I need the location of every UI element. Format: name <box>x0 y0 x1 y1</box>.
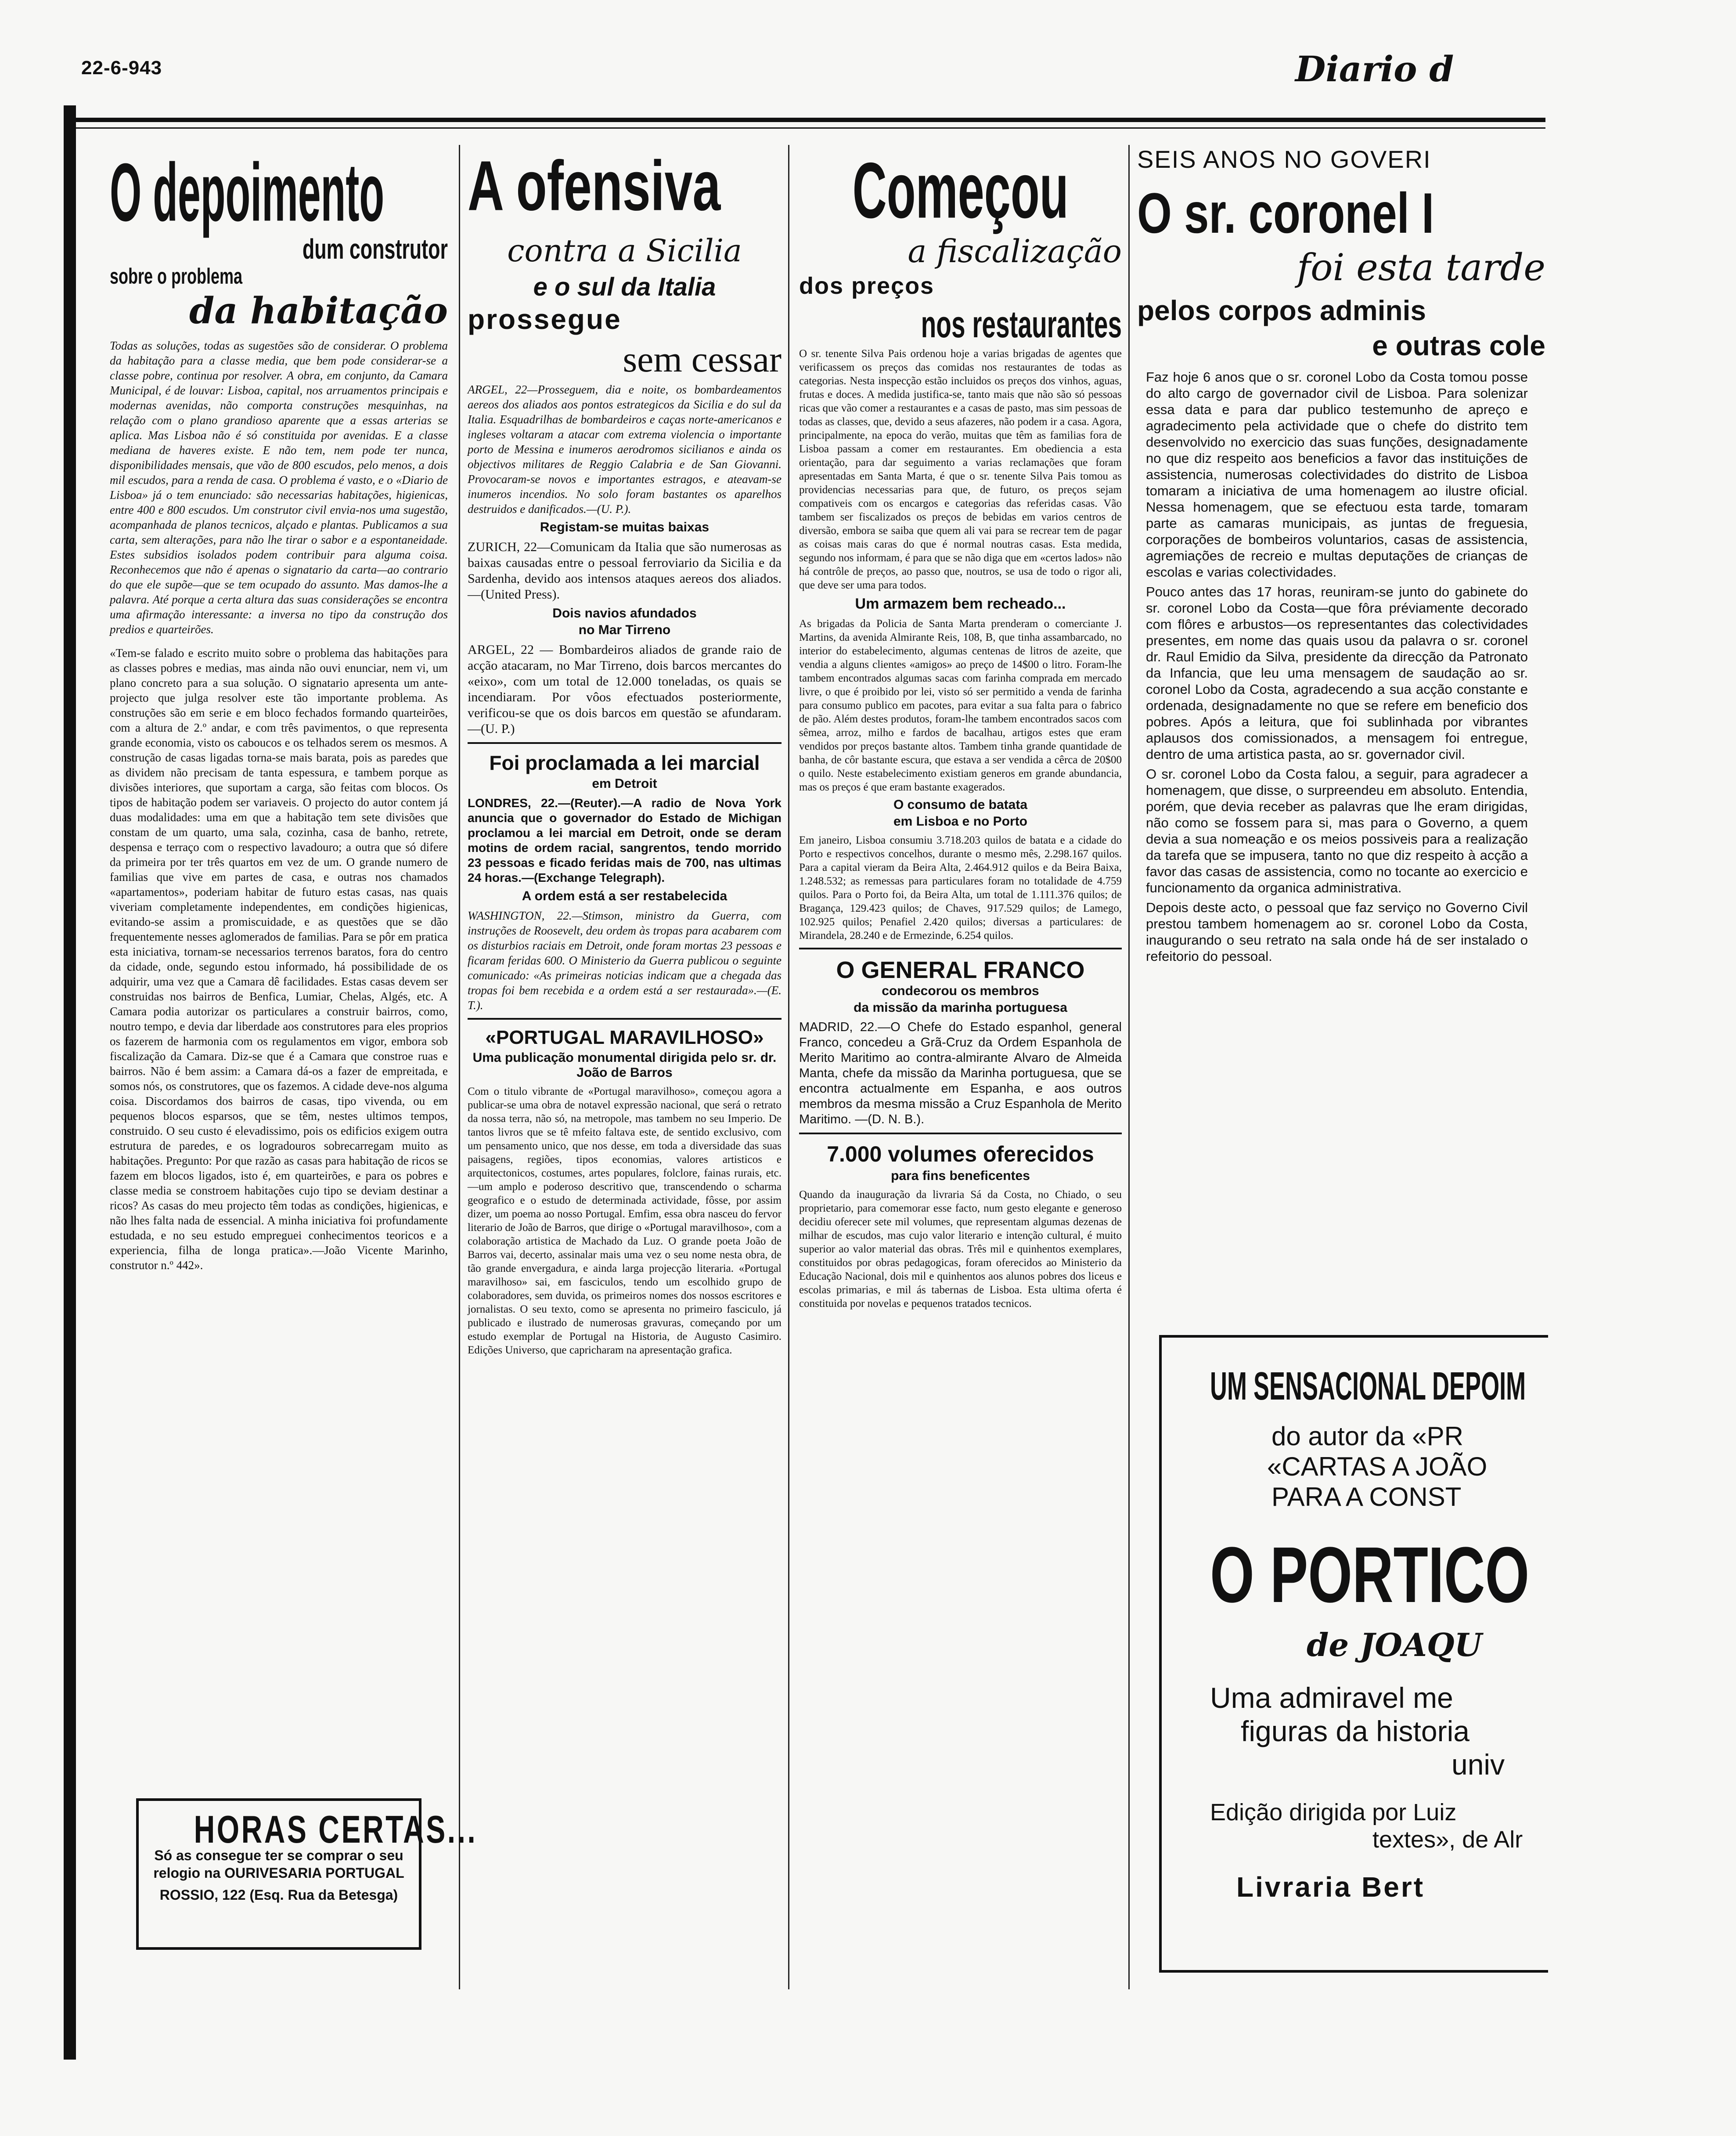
ad-author: de JOAQU <box>1307 1626 1482 1663</box>
subhead: da missão da marinha portuguesa <box>854 1000 1067 1015</box>
subhead: O consumo de batata <box>893 797 1028 812</box>
section-headline: Foi proclamada a lei marcial <box>489 751 760 774</box>
headline: Começou <box>852 146 1069 235</box>
article-lead: ARGEL, 22—Prosseguem, dia e noite, os bombardeamentos aereos dos aliados aos pontos estrategicos da Sicilia e do sul da Italia. Esquadrilhas de bombardeiros e caças norte-americanos e ingleses voltaram a atacar com extrema violencia o importante porto de Messina e inumeros aerodromos sicilianos e ainda os objectivos militares de Reggio Calabria e de San Giovanni. Provocaram-se novos e importantes estragos, e ateavam-se inumeros incendios. No solo foram bastantes os aparelhos destruidos e danificados.—(U. P.). <box>468 383 782 516</box>
ad-desc: univ <box>1451 1748 1505 1781</box>
article-governador <box>1137 145 1545 1313</box>
headline: O sr. coronel I <box>1137 181 1434 245</box>
deck: da habitação <box>189 290 448 332</box>
top-rule-thin <box>64 127 1545 129</box>
section-rule <box>799 1133 1122 1134</box>
ad-desc: Uma admiravel me <box>1210 1681 1453 1714</box>
ad-line: do autor da «PR <box>1271 1422 1463 1451</box>
ad-address: ROSSIO, 122 (Esq. Rua da Betesga) <box>159 1887 398 1903</box>
deck: e o sul da Italia <box>533 273 716 301</box>
top-rule <box>64 118 1545 122</box>
article-paragraph: Em janeiro, Lisboa consumiu 3.718.203 quilos de batata e a cidade do Porto e respectivos concelhos, durante o mesmo mês, 2.298.167 quilos. Para a capital vieram da Beira Alta, 2.464.912 quilos e da Beira Baixa, 1.248.532; as remessas para particulares foram no totalidade de 4.759 quilos. Para o Porto foi, da Beira Alta, um total de 1.111.376 quilos; de Bragança, 129.423 quilos; de Chaves, 917.529 quilos; de Lamego, 102.925 quilos; Penafiel 2.420 quilos; diversas a particulares: de Mirandela, 28.240 e de Ermezinde, 6.254 quilos. <box>799 834 1122 942</box>
ad-line: PARA A CONST <box>1271 1482 1462 1512</box>
article-body: «Tem-se falado e escrito muito sobre o problema das habitações para as classes pobres e medias, mas ainda não ouvi enunciar, nem vi, um plano concreto para a sua solução. O signatario apresenta um ante-projecto que julga resolver este tão importante problema. As construções são em serie e em bloco fechados formando quarteirões, com a altura de 2.º andar, e com três pavimentos, o que representa grande economia, visto os caboucos e os telhados serem os mesmos. A construção de casas ligadas torna-se mais barata, pois as paredes que as dividem não precisam de tanta espessura, e tambem porque as divisões interiores, que suportam a carga, são feitas com blocos. Os tipos de habitação podem ser variaveis. O projecto do autor contem já duas modalidades: uma em que a habitação tem sete divisões que constam de um quarto, uma sala, cozinha, casa de banho, retrete, despensa e terraço com o respectivo lavadouro; a outra que só difere da primeira por ter três quartos em vez de um. O grande numero de familias que vive em partes de casa, e outras nos chamados «apartamentos», poderiam habitar de futuro estas casas, nas quais viveriam completamente independentes, em condições higienicas, evitando-se assim a promiscuidade, e as questões que se dão frequentemente nesses aglomerados de familias. Para se pôr em pratica esta iniciativa, tornam-se necessarios terrenos baratos, fora do centro da cidade, onde, segundo estou informado, há possibilidade de os adquirir, uma vez que a Camara dê facilidades. Estas casas devem ser construidas nos bairros de Benfica, Lumiar, Chelas, Algés, etc. A Camara podia autorizar os particulares a construir bairros, como, noutro tempo, e devia dar liberdade aos construtores para eles proprios os fazerem de harmonia com os regulamentos em vigor, embora sob fiscalização da Camara. Diz-se que é a Camara que constroe ruas e bairros. Não é bem assim: a Camara dá-os a fazer de empreitada, e somos nós, os construtores, que os fazemos. A cidade deve-nos alguma coisa. Discordamos dos bairros de casas, tipo vivenda, ou em pequenos blocos esparsos, que se têm, nestes ultimos tempos, construido. O seu custo é elevadissimo, pois os edificios exigem outra estrutura de paredes, e os logradouros sobrecarregam muito as habitações. Pregunto: Por que razão as casas para habitação de ricos se fazem em blocos ligados, isto é, em quarteirões, e para os pobres e classe media se constroem habitações cujo tipo se deviam destinar a ricos? As casas do meu projecto têm todas as condições, higienicas, e não lhes falta nada de essencial. A minha iniciativa foi profundamente estudada, e no seu estudo empreguei conhecimentos teoricos e a experiencia, filha de longa pratica».—João Vicente Marinho, construtor n.º 442». <box>110 646 448 1272</box>
article-ofensiva <box>468 145 782 1963</box>
ad-desc: figuras da historia <box>1241 1715 1469 1747</box>
article-paragraph: Com o titulo vibrante de «Portugal maravilhoso», começou agora a publicar-se uma obra de notavel expressão nacional, que será o retrato da nossa terra, não só, na metropole, mas tambem no seu Imperio. De tantos livros que se tê mfeito faltava este, de sentido exclusivo, com um pensamento unico, que nos desse, em toda a diversidade das suas paisagens, regiões, tipos economias, valores artisticos e arquitectonicos, costumes, artes populares, folclore, fainas rurais, etc.—um amplo e poderoso descritivo que, transcendendo o scharma geografico e o estudo de determinada actividade, fôsse, por assim dizer, um poema ao nosso Portugal. Emfim, essa obra nasceu do fervor literario de João de Barros, que dirige o «Portugal maravilhoso», com a colaboração artistica de Machado da Luz. O grande poeta João de Barros vai, decerto, assinalar mais uma vez o seu nome nesta obra, de tão grande envergadura, e ainda larga projecção literaria. «Portugal maravilhoso» sai, em fasciculos, tendo um escolhido grupo de colaboradores, sem duvida, os primeiros nomes dos nossos escritores e jornalistas. O seu texto, como se apresenta no primeiro fasciculo, já publicado e ilustrado de numerosas gravuras, começando por um estudo exemplar de Portugal na Historia, de Augusto Casimiro. Edições Universo, que capricharam na apresentação grafica. <box>468 1086 782 1356</box>
article-paragraph: ZURICH, 22—Comunicam da Italia que são numerosas as baixas causadas entre o pessoal ferroviario da Sicilia e da Sardenha, devido aos intensos ataques aereos dos aliados. —(United Press). <box>468 540 782 602</box>
ad-publisher: Livraria Bert <box>1236 1871 1425 1903</box>
subhead: Dois navios afundados <box>552 606 697 621</box>
section-rule <box>468 742 782 744</box>
deck: e outras cole <box>1372 330 1545 361</box>
ad-top: UM SENSACIONAL DEPOIM <box>1210 1364 1526 1408</box>
article-paragraph: LONDRES, 22.—(Reuter).—A radio de Nova York anuncia que o governador do Estado de Michigan proclamou a lei marcial em Detroit, onde se deram motins de ordem racial, sangrentos, tendo morrido 23 pessoas e ficado feridas mais de 700, nas ultimas 24 horas.—(Exchange Telegraph). <box>468 796 782 884</box>
article-paragraph: ARGEL, 22 — Bombardeiros aliados de grande raio de acção atacaram, no Mar Tirreno, dois barcos mercantes do «eixo», com um total de 12.000 toneladas, os quais se incendiaram. Por vôos efectuados posteriormente, verificou-se que os dois barcos em questão se afundaram.—(U. P.) <box>468 642 782 736</box>
subhead: em Lisboa e no Porto <box>893 814 1028 829</box>
article-paragraph: Depois deste acto, o pessoal que faz serviço no Governo Civil prestou tambem homenagem ao sr. coronel Lobo da Costa, inaugurando o seu retrato na sala onde há de ser instalado o refeitorio do pessoal. <box>1146 900 1528 964</box>
column-rule <box>459 145 460 1989</box>
article-paragraph: WASHINGTON, 22.—Stimson, ministro da Guerra, com instruções de Roosevelt, deu ordem às tropas para acabarem com os disturbios raciais em Detroit, onde foram mortas 23 pessoas e ficaram feridas 600. O Ministerio da Guerra publicou o seguinte comunicado: «As primeiras noticias indicam que a chegada das tropas foi bem recebida e a ordem está a ser restaurada».—(E. T.). <box>468 909 782 1012</box>
ad-edition: textes», de Alr <box>1372 1826 1523 1853</box>
section-headline: «PORTUGAL MARAVILHOSO» <box>485 1027 764 1048</box>
left-margin-bar <box>64 105 76 2060</box>
section-headline: 7.000 volumes oferecidos <box>827 1142 1094 1166</box>
article-paragraph: MADRID, 22.—O Chefe do Estado espanhol, general Franco, concedeu a Grã-Cruz da Ordem Espanhola de Merito Maritimo ao contra-almirante Alvaro de Almeida Manta, chefe da missão da Marinha portuguesa, que se encontra actualmente em Espanha, e aos outros membros da mesma missão a Cruz Espanhola de Merito Maritimo. —(D. N. B.). <box>799 1020 1122 1126</box>
subhead: em Detroit <box>592 776 657 791</box>
deck: pelos corpos adminis <box>1137 295 1426 326</box>
deck: contra a Sicilia <box>507 233 742 269</box>
subhead: Registam-se muitas baixas <box>540 520 710 534</box>
deck: prossegue <box>468 303 622 335</box>
ad-text: Só as consegue ter se comprar o seu relogio na OURIVESARIA PORTUGAL <box>153 1847 404 1881</box>
deck: nos restaurantes <box>921 303 1122 346</box>
section-headline: O GENERAL FRANCO <box>836 957 1085 983</box>
deck: dos preços <box>799 273 935 299</box>
subhead: Uma publicação monumental dirigida pelo sr. dr. João de Barros <box>472 1050 777 1080</box>
ad-horas-certas <box>136 1798 478 1950</box>
section-rule <box>799 948 1122 949</box>
subhead: condecorou os membros <box>882 984 1039 998</box>
section-rule <box>468 1018 782 1020</box>
column-rule <box>1128 145 1130 1989</box>
subhead: A ordem está a ser restabelecida <box>522 889 728 903</box>
headline: O depoimento <box>110 146 385 238</box>
ad-title: O PORTICO <box>1210 1531 1530 1619</box>
ad-portico <box>1159 1335 1548 1973</box>
deck: foi esta tarde <box>1297 246 1545 289</box>
deck: sem cessar <box>623 339 782 380</box>
ad-edition: Edição dirigida por Luiz <box>1210 1799 1457 1826</box>
article-paragraph: Pouco antes das 17 horas, reuniram-se junto do gabinete do sr. coronel Lobo da Costa—que fôra préviamente decorado com flôres e arbustos—os representantes das colectividades presentes, em nome das quais usou da palavra o sr. coronel dr. Raul Emidio da Silva, presidente da direcção da Patronato da Infancia, que leu uma mensagem de saudação ao sr. coronel Lobo da Costa, agradecendo a sua acção constante e ordenada, designadamente no que se refere em beneficio dos pobres. Após a leitura, que foi sublinhada por vibrantes aplausos dos comissionados, a mensagem foi entregue, dentro de uma artistica pasta, ao sr. governador civil. <box>1146 584 1528 762</box>
article-depoimento <box>110 145 448 1827</box>
subhead: para fins beneficentes <box>891 1169 1030 1183</box>
article-paragraph: Faz hoje 6 anos que o sr. coronel Lobo da Costa tomou posse do alto cargo de governador civil de Lisboa. Para solenizar essa data e para dar publico testemunho de apreço e agradecimento pela actividade que o chefe do distrito tem desenvolvido no exercicio das suas funções, designadamente no que diz respeito aos beneficios a favor das instituições de assistencia, numerosas colectividades do distrito de Lisboa tomaram a iniciativa de uma homenagem ao ilustre oficial. Nessa homenagem, que se efectuou esta tarde, tomaram parte as camaras municipais, as juntas de freguesia, corporações de bombeiros voluntarios, casas de assistencia, agremiações de recreio e multas deputações de crianças de escolas e varias colectividades. <box>1146 369 1528 580</box>
article-paragraph: Quando da inauguração da livraria Sá da Costa, no Chiado, o seu proprietario, para comemorar esse facto, num gesto elegante e generoso decidiu oferecer sete mil volumes, que representam algumas dezenas de milhar de escudos, mas cujo valor literario e intenção cultural, é muito superior ao valor material das obras. Três mil e quinhentos exemplares, constituidos por obras pedagogicas, foram oferecidos ao Ministerio da Educação Nacional, dois mil e quinhentos aos alunos pobres dos liceus e escolas primarias, e mil ás tabernas de Lisboa. Esta ultima oferta é constituida por novelas e pequenos tratados tecnicos. <box>799 1189 1122 1310</box>
issue-date: 22-6-943 <box>81 57 162 79</box>
kicker: SEIS ANOS NO GOVERI <box>1137 145 1431 173</box>
deck: sobre o problema <box>110 264 243 289</box>
subhead: no Mar Tirreno <box>578 623 671 637</box>
subhead: Um armazem bem recheado... <box>855 595 1066 612</box>
article-body: O sr. tenente Silva Pais ordenou hoje a varias brigadas de agentes que verificassem os preços das comidas nos restaurantes de todas as categorias. Nesta inspecção estão incluidos os preços dos vinhos, aguas, frutas e doces. A medida justifica-se, tanto mais que não são só pessoas ricas que vão comer a restaurantes e a casas de pasto, mas sim pessoas de todas as classes, que, devido a seus afazeres, não podem ir a casa. Agora, principalmente, na epoca do verão, muitas que têm as familias fora de Lisboa passam a comer em restaurantes. Em obediencia a esta orientação, para dar seguimento a varias reclamações que foram apresentadas em Santa Marta, é que o sr. tenente Silva Pais tomou as providencias necessarias para que, de futuro, os preços sejam compativeis com os encargos e categorias das referidas casas. Vão tambem ser fiscalizados os preços de bebidas em varios centros de diversão, embora se saiba que quem ali vai para se recrear tem de pagar as coisas mais caras do que é normal noutras casas. Esta medida, segundo nos informam, é para que se não diga que em «certos lados» não há contrôle de preços, ao passo que, noutros, se usa de todo o rigor ali, que deve ser uma para todos. <box>799 348 1122 591</box>
ad-title: HORAS CERTAS... <box>194 1808 478 1851</box>
ad-line: «CARTAS A JOÃO <box>1267 1452 1487 1481</box>
column-rule <box>788 145 789 1989</box>
article-paragraph: O sr. coronel Lobo da Costa falou, a seguir, para agradecer a homenagem, que disse, o surpreendeu em absoluto. Entendia, porém, que devia receber as palavras que lhe eram dirigidas, não como se fossem para si, mas para o Governo, a quem devia a sua nomeação e os meios possiveis para a realização da tarefa que se impusera, tanto no que diz respeito à acção a favor das casas de assistencia, como no tocante ao exercicio e funcionamento da organica administrativa. <box>1146 766 1528 895</box>
article-paragraph: As brigadas da Policia de Santa Marta prenderam o comerciante J. Martins, da avenida Almirante Reis, 108, B, que tinha assambarcado, no interior do estabelecimento, algumas centenas de litros de azeite, que vendia a alguns clientes «amigos» ao preço de 14$00 o litro. Foram-lhe tambem encontrados algumas sacas com farinha comprada em mercado livre, o que é proibido por lei, visto só ser permitido a venda de farinha para consumo publico em pacotes, para evitar a sua falta para o fabrico de pão. Além destes produtos, foram-lhe tambem encontrados sacos com sêmea, arroz, milho e fardos de bacalhau, artigos estes que eram vendidos por preços bastante altos. Tambem tinha grande quantidade de banha, de côr bastante escura, que estava a ser vendida a cêrca de 20$00 o quilo. Neste estabelecimento existiam generos em grande abundancia, mas os preços é que eram bastante exagerados. <box>799 618 1122 793</box>
article-intro: Todas as soluções, todas as sugestões são de considerar. O problema da habitação para a classe media, que bem pode considerar-se a classe pobre, continua por resolver. A obra, em conjunto, da Camara Municipal, é de louvar: Lisboa, capital, nos arruamentos principais e modernas avenidas, não comporta construções mesquinhas, na relação com o plano grandioso aparente que a essas arterias se aplica. Mas Lisboa não é só constituida por avenidas. E a classe mediana de haveres existe. E não tem, nem pode ter nunca, disponibilidades mensais, que vão de 800 escudos, pelo menos, a dois mil escudos, para a renda de casa. O problema é vasto, e o «Diario de Lisboa» já o tem enunciado: são necessarias habitações, higienicas, entre 400 e 800 escudos. Um construtor civil envia-nos uma sugestão, acompanhada de planos tecnicos, alçado e plantas. Publicamos a sua carta, sem alterações, para não lhe tirar o sabor e a espontaneidade. Estes subsidios isolados podem contribuir para alguma coisa. Reconhecemos que não é apenas o signatario da carta—ao contrario do que ele supõe—que se tem ocupado do assunto. Mas damos-lhe a palavra. Até porque a certa altura das suas considerações se encontra uma afirmação interessante: a inversa no tipo da construção dos predios e quarteirões. <box>110 339 448 636</box>
deck: a fiscalização <box>908 233 1122 270</box>
deck: dum construtor <box>302 233 448 265</box>
newspaper-masthead: Diario d <box>1295 48 1454 90</box>
article-fiscalizacao <box>799 145 1122 1967</box>
headline: A ofensiva <box>468 146 721 225</box>
